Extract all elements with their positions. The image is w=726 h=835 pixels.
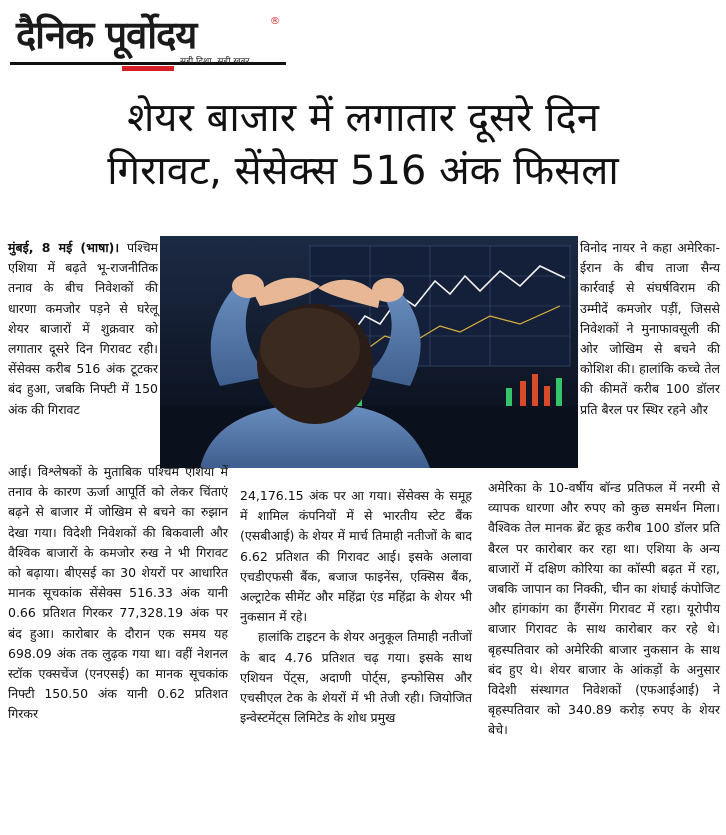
article-column-1-top — [8, 238, 158, 420]
article-text-col3-top: विनोद नायर ने कहा अमेरिका-ईरान के बीच ताजा सैन्य कार्रवाई से संघर्षविराम की उम्मीदें कमजोर पड़ीं, जिससे निवेशकों ने मुनाफावसूली की ओर जोखिम से बचने की कोशिश की। हालांकि कच्चे तेल की कीमतें करीब 100 डॉलर प्रति बैरल पर स्थिर रहने और — [580, 240, 720, 417]
article-column-2 — [240, 486, 472, 728]
article-column-3-bottom — [488, 478, 720, 741]
article-headline — [0, 92, 726, 198]
article-dateline: मुंबई, 8 मई (भाषा)। — [8, 240, 120, 255]
headline-line-2: गिरावट, सेंसेक्स 516 अंक फिसला — [107, 148, 619, 194]
article-text-col3-bottom: अमेरिका के 10-वर्षीय बॉन्ड प्रतिफल में नरमी से व्यापक धारणा और रुपए को कुछ समर्थन मिला। वैश्विक तेल मानक ब्रेंट क्रूड करीब 100 डॉलर प्रति बैरल पर कारोबार कर रहा था। एशिया के अन्य बाजारों में दक्षिण कोरिया का कॉस्पी बढ़त में रहा, जबकि जापान का निक्की, चीन का शंघाई कंपोजिट और हांगकांग का हैंगसेंग गिरावट में रहा। यूरोपीय बाजार गिरावट के साथ कारोबार कर रहे थे। बृहस्पतिवार को अमेरिकी बाजार नुकसान के साथ बंद हुए थे। शेयर बाजार के आंकड़ों के अनुसार विदेशी संस्थागत निवेशकों (एफआईआई) ने बृहस्पतिवार को 340.89 करोड़ रुपए के शेयर बेचे। — [488, 480, 720, 738]
article-text-col2-para2: हालांकि टाइटन के शेयर अनुकूल तिमाही नतीजों के बाद 4.76 प्रतिशत चढ़ गया। इसके साथ एशियन पेंट्स, अदाणी पोर्ट्स, इन्फोसिस और एचसीएल टेक के शेयरों में भी तेजी रही। जियोजित इन्वेस्टमेंट्स लिमिटेड के शोध प्रमुख — [240, 629, 472, 726]
article-text-col1-top: पश्चिम एशिया में बढ़ते भू-राजनीतिक तनाव के बीच निवेशकों की धारणा कमजोर पड़ने से घरेलू शेयर बाजारों में शुक्रवार को लगातार दूसरे दिन गिरावट रही। सेंसेक्स करीब 516 अंक टूटकर बंद हुआ, जबकि निफ्टी में 150 अंक की गिरावट — [8, 240, 159, 417]
article-column-3-top — [580, 238, 720, 420]
masthead-red-bar — [122, 66, 174, 71]
registered-mark: ® — [270, 16, 280, 27]
headline-line-1: शेयर बाजार में लगातार दूसरे दिन — [127, 95, 599, 141]
article-column-1-bottom — [8, 462, 228, 725]
article-photo — [160, 236, 578, 468]
article-text-col1-bottom: आई। विश्लेषकों के मुताबिक पश्चिम एशिया में तनाव के कारण ऊर्जा आपूर्ति को लेकर चिंताएं बढ़ने से बाजार में जोखिम से बचने का रुझान देखा गया। विदेशी निवेशकों की बिकवाली और वैश्विक बाजारों के कमजोर रुख ने भी गिरावट को बढ़ाया। बीएसई का 30 शेयरों पर आधारित मानक सूचकांक सेंसेक्स 516.33 अंक यानी 0.66 प्रतिशत गिरकर 77,328.19 अंक पर बंद हुआ। कारोबार के दौरान एक समय यह 698.09 अंक तक लुढ़क गया था। वहीं नेशनल स्टॉक एक्सचेंज (एनएसई) का मानक सूचकांक निफ्टी 150.50 अंक यानी 0.62 प्रतिशत गिरकर — [8, 464, 228, 722]
article-text-col2-para1: 24,176.15 अंक पर आ गया। सेंसेक्स के समूह में शामिल कंपनियों में से भारतीय स्टेट बैंक (एसबीआई) के शेयर में मार्च तिमाही नतीजों के बाद 6.62 प्रतिशत की गिरावट आई। इसके अलावा एचडीएफसी बैंक, बजाज फाइनेंस, एक्सिस बैंक, अल्ट्राटेक सीमेंट और महिंद्रा एंड महिंद्रा के शेयर भी नुकसान में रहे। — [240, 488, 472, 625]
masthead — [10, 6, 286, 72]
trader-photo-illustration — [160, 236, 578, 468]
newspaper-logo: दैनिक पूर्वोदय — [16, 13, 197, 57]
masthead-tagline: सही दिशा, सही खबर — [180, 57, 250, 67]
